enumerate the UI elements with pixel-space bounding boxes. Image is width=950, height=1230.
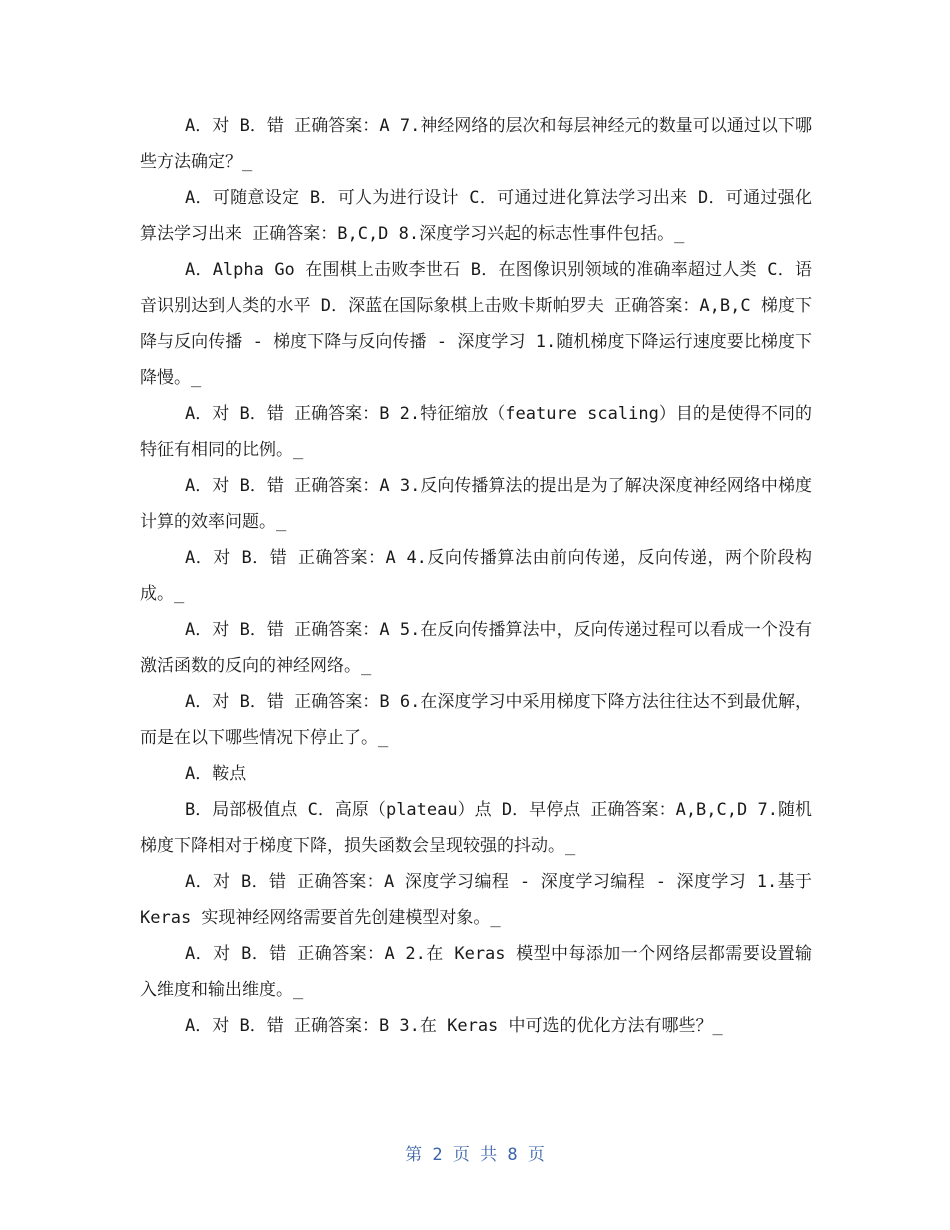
paragraph: A．可随意设定 B．可人为进行设计 C．可通过进化算法学习出来 D．可通过强化算法学习出来 正确答案：B,C,D 8.深度学习兴起的标志性事件包括。_ xyxy=(140,188,812,244)
paragraph: A．对 B．错 正确答案：A 4.反向传播算法由前向传递，反向传递，两个阶段构成。_ xyxy=(140,548,812,604)
paragraph: A．对 B．错 正确答案：B 3.在 Keras 中可选的优化方法有哪些？_ xyxy=(185,1016,723,1036)
paragraph: A．对 B．错 正确答案：A 2.在 Keras 模型中每添加一个网络层都需要设置输入维度和输出维度。_ xyxy=(140,944,812,1000)
document-body xyxy=(140,108,823,1044)
paragraph: A．对 B．错 正确答案：A 7.神经网络的层次和每层神经元的数量可以通过以下哪些方法确定？_ xyxy=(140,116,812,172)
paragraph: A．对 B．错 正确答案：A 5.在反向传播算法中，反向传递过程可以看成一个没有激活函数的反向的神经网络。_ xyxy=(140,620,812,676)
paragraph: A．对 B．错 正确答案：B 2.特征缩放（feature scaling）目的是使得不同的特征有相同的比例。_ xyxy=(140,404,812,460)
paragraph: A．鞍点 xyxy=(185,764,247,784)
page-number-footer: 第 2 页 共 8 页 xyxy=(405,1145,545,1165)
paragraph: A．Alpha Go 在围棋上击败李世石 B．在图像识别领域的准确率超过人类 C．语音识别达到人类的水平 D．深蓝在国际象棋上击败卡斯帕罗夫 正确答案：A,B,C 梯度下降与反向传播 - 梯度下降与反向传播 - 深度学习 1.随机梯度下降运行速度要比梯度下降慢。_ xyxy=(140,260,812,388)
paragraph: A．对 B．错 正确答案：B 6.在深度学习中采用梯度下降方法往往达不到最优解，而是在以下哪些情况下停止了。_ xyxy=(140,692,812,748)
paragraph: A．对 B．错 正确答案：A 3.反向传播算法的提出是为了解决深度神经网络中梯度计算的效率问题。_ xyxy=(140,476,812,532)
paragraph: A．对 B．错 正确答案：A 深度学习编程 - 深度学习编程 - 深度学习 1.基于 Keras 实现神经网络需要首先创建模型对象。_ xyxy=(140,872,823,928)
paragraph: B．局部极值点 C．高原（plateau）点 D．早停点 正确答案：A,B,C,D 7.随机梯度下降相对于梯度下降，损失函数会呈现较强的抖动。_ xyxy=(140,800,812,856)
